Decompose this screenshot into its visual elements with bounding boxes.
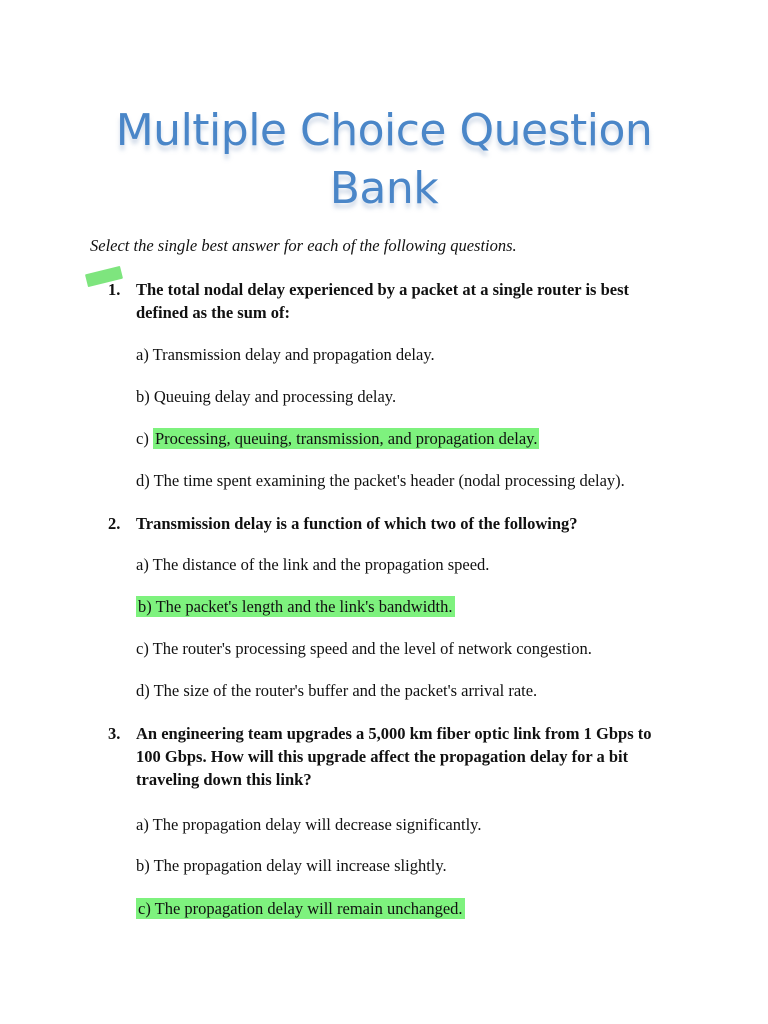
question-3-number: 3. [108, 724, 121, 743]
page-title-line-1: Multiple Choice Question [115, 105, 653, 156]
option-label: b) [136, 387, 150, 406]
question-1-number: 1. [108, 280, 121, 299]
question-1-option-d [136, 470, 625, 492]
option-text: The propagation delay will increase slightly. [153, 856, 447, 875]
question-3-option-c [136, 898, 465, 920]
option-label: c) [136, 639, 149, 658]
question-3-option-a [136, 814, 481, 836]
question-1-text: The total nodal delay experienced by a packet at a single router is best defined as the sum of: [136, 280, 630, 322]
option-label: a) [136, 345, 149, 364]
question-2-option-d [136, 680, 537, 702]
option-text: The time spent examining the packet's header (nodal processing delay). [153, 471, 625, 490]
option-label: d) [136, 681, 150, 700]
option-text: The size of the router's buffer and the packet's arrival rate. [153, 681, 538, 700]
option-text: The distance of the link and the propagation speed. [152, 555, 490, 574]
question-1-option-b [136, 386, 396, 408]
option-label: a) [136, 815, 149, 834]
highlighted-answer: Processing, queuing, transmission, and propagation delay. [154, 429, 538, 448]
question-1-option-c [136, 428, 539, 450]
option-text: The propagation delay will remain unchanged. [154, 899, 463, 918]
option-label: c) [136, 429, 149, 448]
page-title-line-2: Bank [329, 163, 439, 214]
instructions-text: Select the single best answer for each of the following questions. [90, 236, 517, 255]
option-text: The packet's length and the link's bandwidth. [155, 597, 453, 616]
highlighted-answer [136, 596, 455, 617]
option-text: Transmission delay and propagation delay. [152, 345, 435, 364]
question-2-number: 2. [108, 514, 121, 533]
option-label: b) [138, 597, 152, 616]
highlighted-answer [136, 898, 465, 919]
question-2-option-b [136, 596, 455, 618]
question-2-option-c [136, 638, 592, 660]
question-3-option-b [136, 855, 447, 877]
question-3-text: An engineering team upgrades a 5,000 km fiber optic link from 1 Gbps to 100 Gbps. How will this upgrade affect the propagation delay for a bit traveling down this link? [136, 724, 652, 789]
option-label: d) [136, 471, 150, 490]
question-2-option-a [136, 554, 489, 576]
option-label: b) [136, 856, 150, 875]
option-label: c) [138, 899, 151, 918]
question-1-option-a [136, 344, 435, 366]
question-2-text: Transmission delay is a function of which two of the following? [136, 514, 578, 533]
option-label: a) [136, 555, 149, 574]
option-text: The propagation delay will decrease significantly. [152, 815, 482, 834]
option-text: Queuing delay and processing delay. [153, 387, 397, 406]
option-text: The router's processing speed and the level of network congestion. [152, 639, 592, 658]
